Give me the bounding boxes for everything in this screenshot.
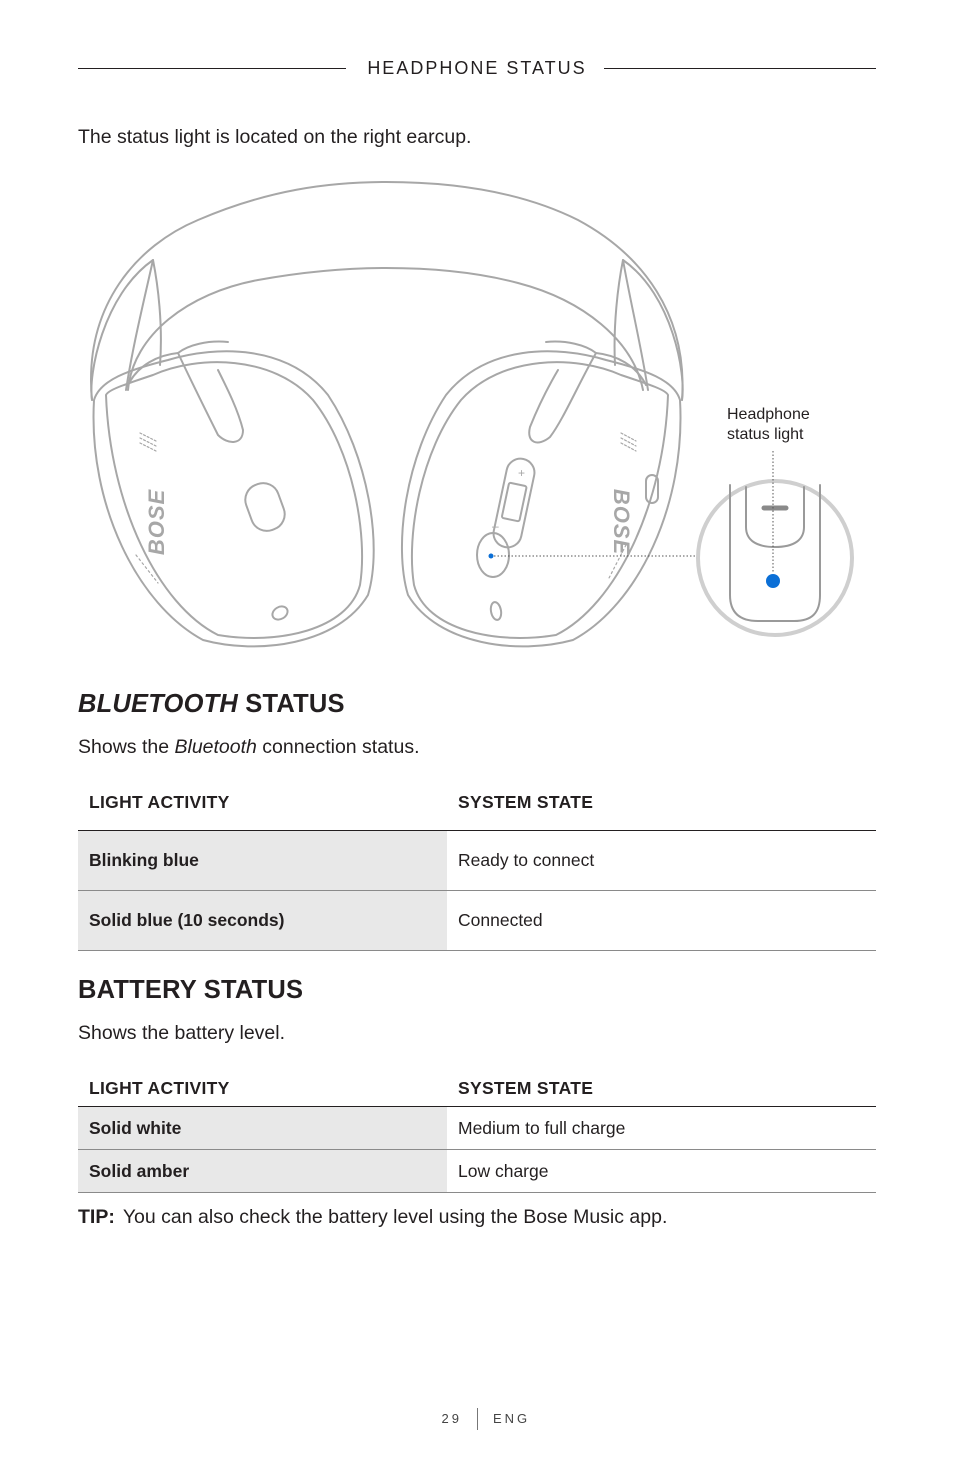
column-header-system-state: SYSTEM STATE bbox=[447, 1078, 876, 1107]
bluetooth-status-table bbox=[78, 792, 876, 951]
battery-status-table bbox=[78, 1078, 876, 1193]
light-activity-cell: Solid white bbox=[78, 1107, 447, 1150]
table-row bbox=[78, 1150, 876, 1193]
bluetooth-status-heading bbox=[78, 690, 345, 719]
page-header bbox=[78, 56, 876, 80]
bluetooth-status-description bbox=[78, 736, 420, 759]
light-activity-cell: Blinking blue bbox=[78, 831, 447, 891]
volume-down-label: – bbox=[492, 519, 499, 533]
table-row bbox=[78, 891, 876, 951]
battery-status-heading: BATTERY STATUS bbox=[78, 976, 304, 1004]
table-header-row bbox=[78, 1078, 876, 1107]
column-header-system-state: SYSTEM STATE bbox=[447, 792, 876, 831]
bluetooth-heading-rest: STATUS bbox=[238, 690, 345, 718]
light-activity-cell: Solid amber bbox=[78, 1150, 447, 1193]
table-header-row bbox=[78, 792, 876, 831]
system-state-cell: Medium to full charge bbox=[447, 1107, 876, 1150]
system-state-cell: Low charge bbox=[447, 1150, 876, 1193]
bluetooth-sub-before: Shows the bbox=[78, 736, 175, 758]
status-light-icon bbox=[489, 554, 494, 559]
column-header-light-activity: LIGHT ACTIVITY bbox=[78, 792, 447, 831]
table-row bbox=[78, 1107, 876, 1150]
callout-line-1: Headphone bbox=[727, 406, 810, 423]
bluetooth-heading-italic: BLUETOOTH bbox=[78, 690, 238, 718]
column-header-light-activity: LIGHT ACTIVITY bbox=[78, 1078, 447, 1107]
callout-line-2: status light bbox=[727, 426, 804, 443]
system-state-cell: Ready to connect bbox=[447, 831, 876, 891]
intro-text: The status light is located on the right earcup. bbox=[78, 126, 472, 148]
status-light-zoom-icon bbox=[766, 574, 780, 588]
footer-divider bbox=[477, 1408, 478, 1430]
header-rule-right bbox=[604, 68, 876, 69]
section-title: HEADPHONE STATUS bbox=[367, 58, 587, 78]
status-light-callout bbox=[727, 405, 810, 445]
battery-status-description: Shows the battery level. bbox=[78, 1022, 286, 1044]
table-row bbox=[78, 831, 876, 891]
bluetooth-sub-after: connection status. bbox=[256, 736, 420, 758]
system-state-cell: Connected bbox=[447, 891, 876, 951]
page-number: 29 bbox=[441, 1411, 462, 1426]
tip-text: You can also check the battery level using the Bose Music app. bbox=[122, 1206, 668, 1228]
volume-up-label: + bbox=[518, 466, 526, 480]
tip-label: TIP: bbox=[78, 1206, 115, 1228]
language-code: ENG bbox=[493, 1411, 531, 1426]
brand-logo-left: BOSE bbox=[144, 488, 169, 556]
bluetooth-sub-italic: Bluetooth bbox=[174, 736, 257, 758]
tip-note bbox=[78, 1206, 667, 1229]
page-footer bbox=[0, 1408, 954, 1432]
light-activity-cell: Solid blue (10 seconds) bbox=[78, 891, 447, 951]
brand-logo-right: BOSE bbox=[609, 488, 634, 556]
